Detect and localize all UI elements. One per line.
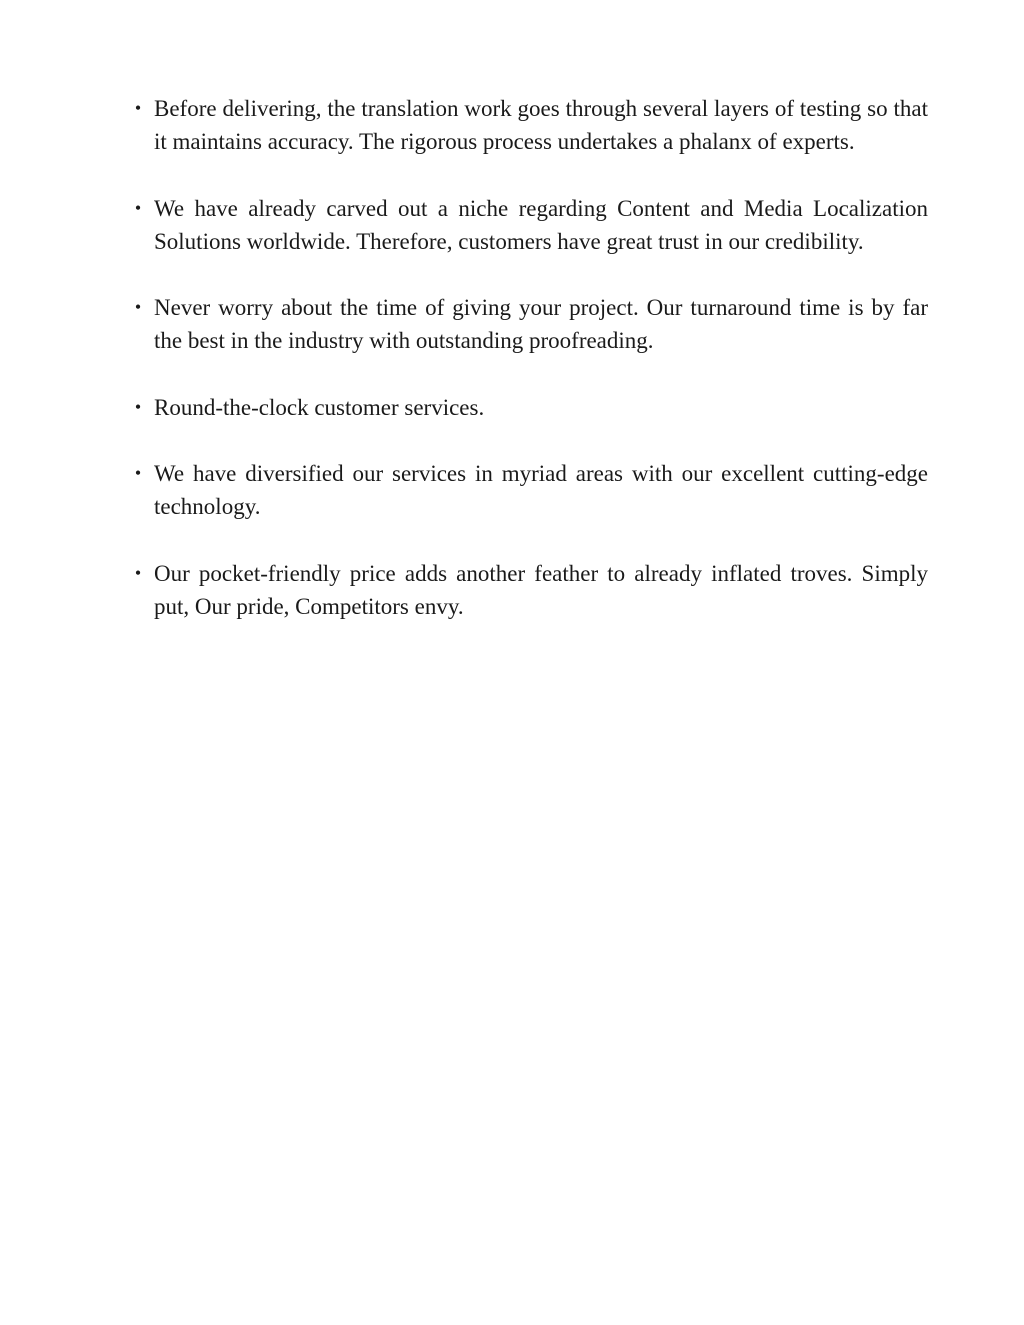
- list-item-text: Before delivering, the translation work goes through several layers of testing so that it maintains accuracy. The rigorous process undertakes a phalanx of experts.: [154, 96, 928, 155]
- bullet-icon: •: [134, 562, 142, 583]
- list-item: [134, 92, 928, 159]
- list-item: [134, 457, 928, 524]
- list-item: [134, 192, 928, 259]
- list-item: [134, 291, 928, 358]
- list-item: [134, 557, 928, 624]
- list-item-text: Our pocket-friendly price adds another feather to already inflated troves. Simply put, Our pride, Competitors envy.: [154, 560, 928, 619]
- bullet-icon: •: [134, 297, 142, 318]
- list-item-text: Round-the-clock customer services.: [154, 394, 485, 420]
- bullet-icon: •: [134, 98, 142, 118]
- bullet-list: [134, 92, 928, 656]
- list-item: [134, 391, 928, 424]
- bullet-icon: •: [134, 463, 142, 484]
- list-item-text: Never worry about the time of giving your project. Our turnaround time is by far the best in the industry with outstanding proofreading.: [154, 295, 928, 354]
- list-item-text: We have already carved out a niche regarding Content and Media Localization Solutions worldwide. Therefore, customers have great trust in our credibility.: [154, 195, 928, 254]
- list-item-text: We have diversified our services in myriad areas with our excellent cutting-edge technology.: [154, 461, 928, 520]
- bullet-icon: •: [134, 396, 142, 417]
- bullet-icon: •: [134, 197, 142, 218]
